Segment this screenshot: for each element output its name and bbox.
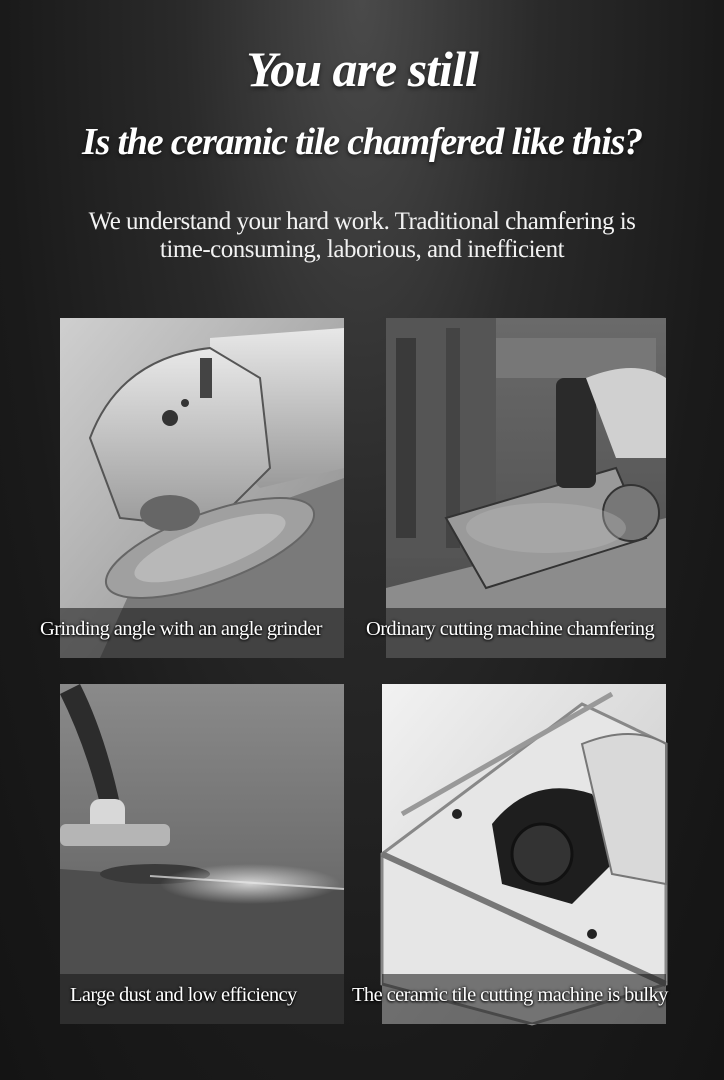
- bulky-machine-photo: [382, 684, 666, 1024]
- heading-line-2: Is the ceramic tile chamfered like this?: [82, 121, 642, 163]
- caption-cutting-machine: Ordinary cutting machine chamfering: [366, 618, 655, 640]
- subtitle-line-1: We understand your hard work. Traditional chamfering is: [88, 208, 636, 235]
- card-dust: [60, 684, 344, 1024]
- heading-line-1: You are still: [246, 41, 478, 97]
- subtitle: [40, 208, 684, 264]
- card-cutting-machine: [366, 318, 666, 658]
- caption-angle-grinder: Grinding angle with an angle grinder: [40, 618, 322, 640]
- dust-photo: [60, 684, 344, 1024]
- cutting-machine-photo: [386, 318, 666, 658]
- card-bulky-machine: [352, 684, 668, 1024]
- subtitle-line-2: time-consuming, laborious, and inefficient: [159, 236, 565, 263]
- caption-bulky-machine: The ceramic tile cutting machine is bulky: [352, 984, 668, 1006]
- card-angle-grinder: [40, 318, 344, 658]
- caption-dust: Large dust and low efficiency: [70, 984, 297, 1006]
- angle-grinder-photo: [60, 318, 344, 658]
